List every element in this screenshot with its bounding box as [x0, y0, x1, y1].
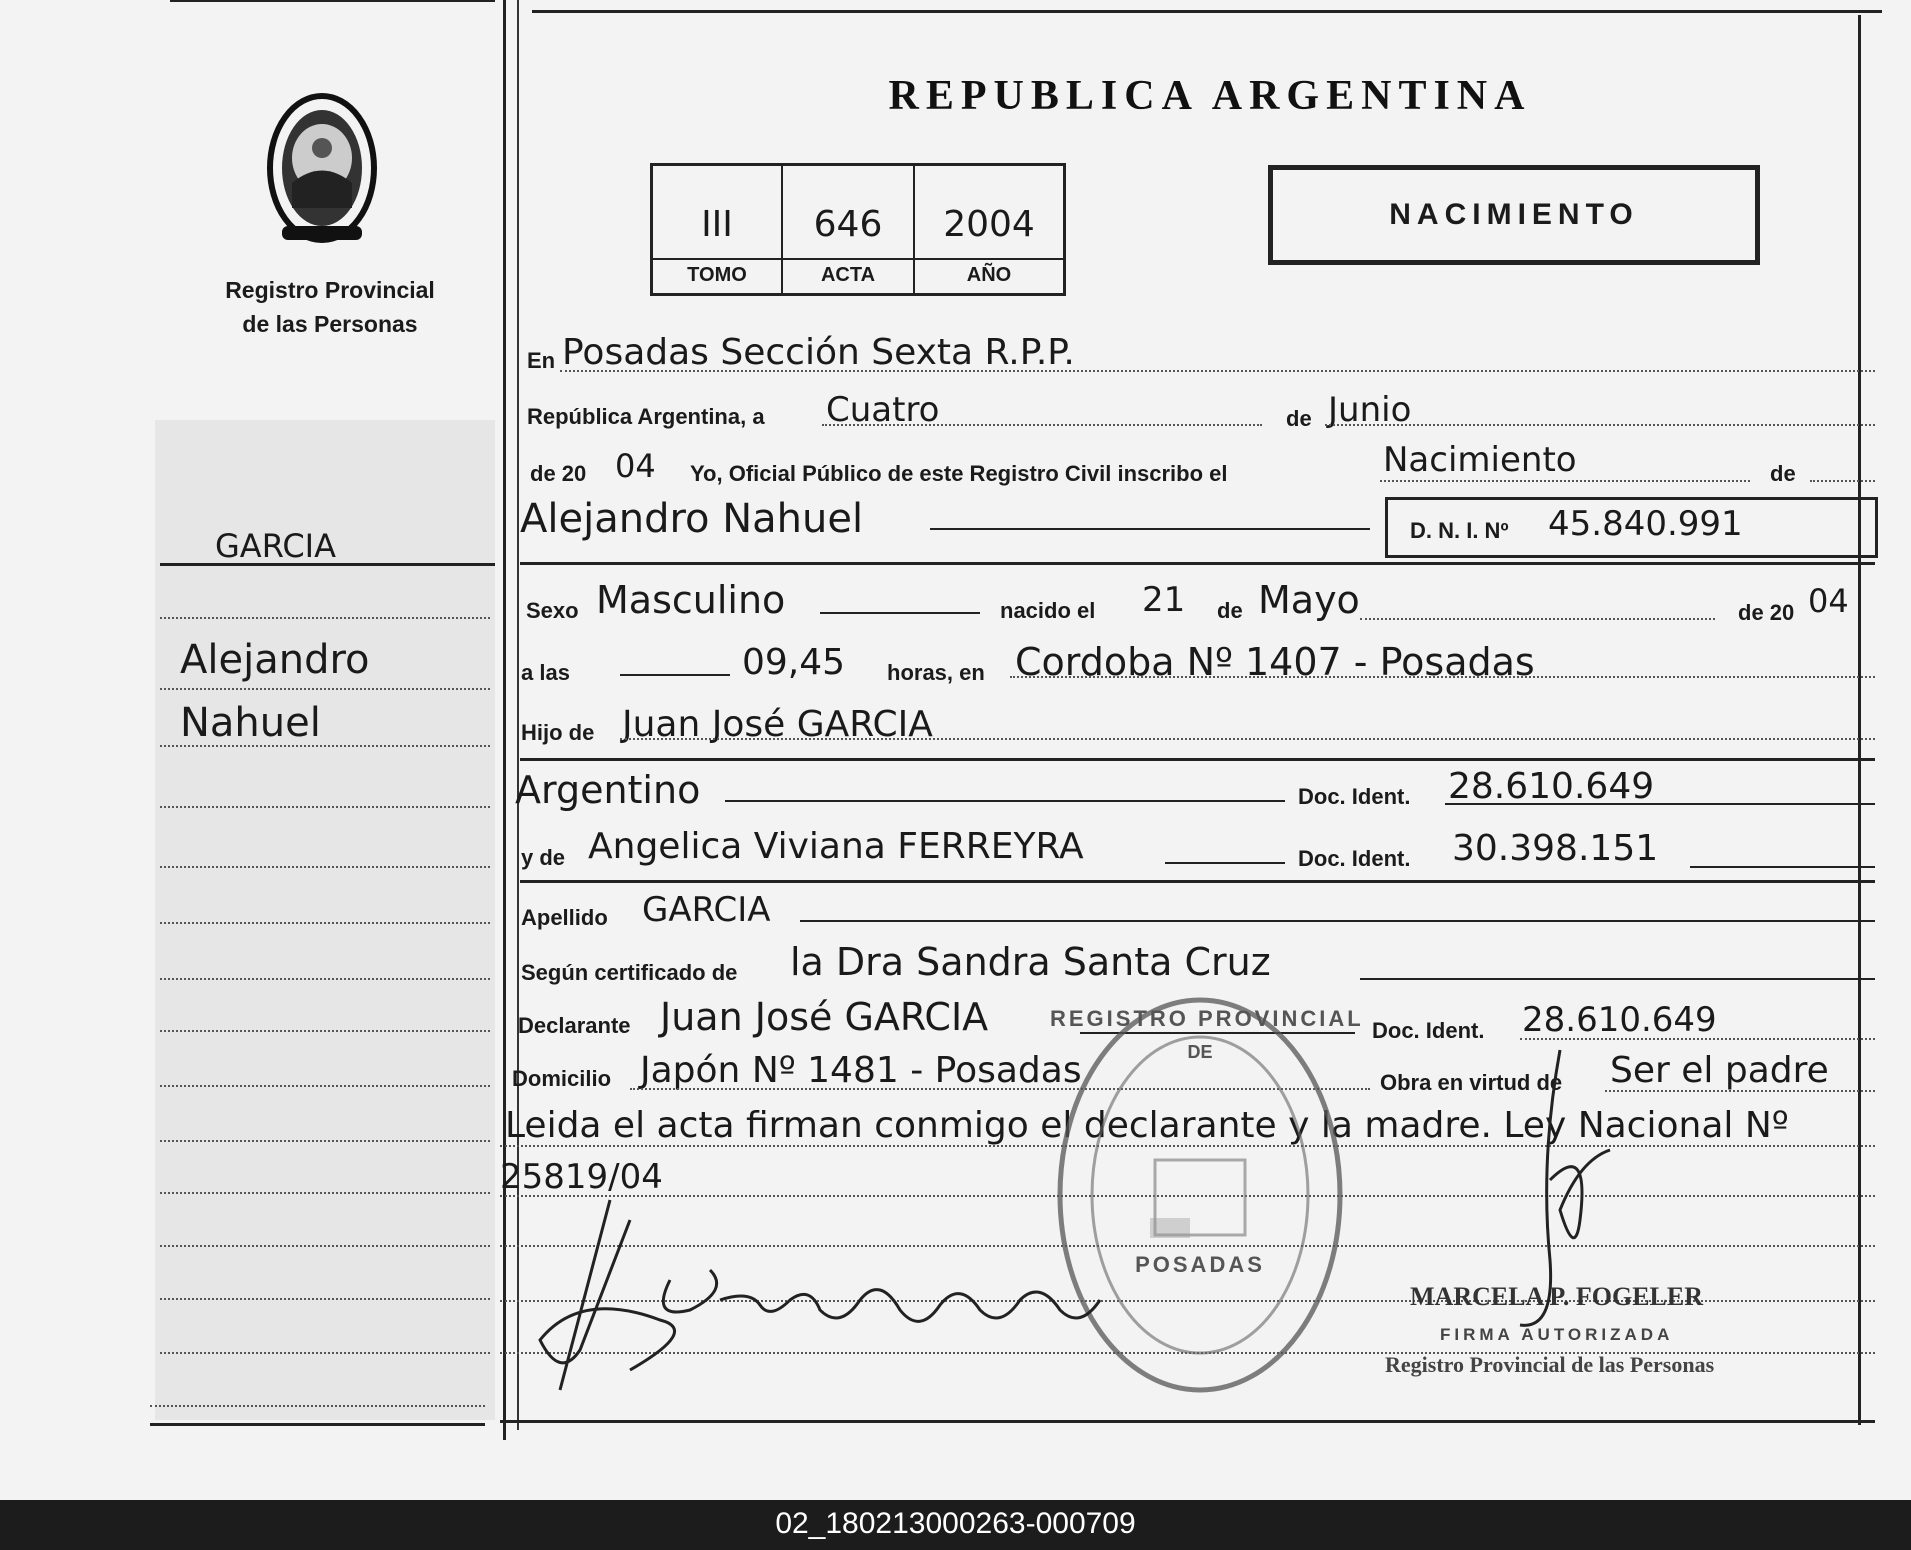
- declarante-value: Juan José GARCIA: [660, 995, 989, 1039]
- birth-day-value: 21: [1142, 580, 1186, 620]
- ano-cell: [915, 166, 1063, 293]
- en-label: En: [527, 348, 556, 373]
- margin-line: [160, 806, 490, 808]
- month-line: [1325, 424, 1875, 426]
- right-border-line: [1858, 15, 1861, 1425]
- registry-name-line1: Registro Provincial: [225, 277, 435, 303]
- alas-label: a las: [521, 660, 570, 685]
- mother-doc-line: [1690, 866, 1875, 868]
- hijo-label: Hijo de: [521, 720, 595, 745]
- day-line: [822, 424, 1262, 426]
- child-name-value: Alejandro Nahuel: [520, 496, 864, 542]
- footer-bar: [0, 1500, 1911, 1550]
- mother-line: [1165, 862, 1285, 864]
- child-name-line: [930, 528, 1370, 530]
- margin-line: [160, 563, 495, 566]
- sexo-line: [820, 612, 980, 614]
- inscribe-value: Nacimiento: [1383, 440, 1577, 480]
- year-prefix-label: de 20: [530, 461, 587, 486]
- seal-sub-text: DE: [1187, 1042, 1213, 1062]
- top-border-line: [532, 10, 1882, 13]
- de-label-3: de: [1217, 598, 1243, 623]
- apellido-value: GARCIA: [642, 890, 771, 930]
- month-value: Junio: [1328, 390, 1412, 430]
- full-line: [520, 880, 1875, 883]
- oficial-text: Yo, Oficial Público de este Registro Civil inscribo el: [690, 461, 1228, 486]
- nacido-label: nacido el: [1000, 598, 1096, 623]
- birth-year-prefix-label: de 20: [1738, 600, 1795, 625]
- record-id-box: [650, 163, 1066, 296]
- note-line-1-value: Leida el acta firman conmigo el declarante y la madre. Ley Nacional Nº: [505, 1105, 1789, 1146]
- mother-doc-label: Doc. Ident.: [1298, 846, 1411, 871]
- father-nationality-value: Argentino: [515, 768, 701, 812]
- declarante-label: Declarante: [518, 1013, 631, 1038]
- form-bottom-line: [500, 1420, 1875, 1423]
- apellido-label: Apellido: [521, 905, 608, 930]
- domicilio-value: Japón Nº 1481 - Posadas: [640, 1050, 1082, 1091]
- left-strip-shade: [155, 420, 495, 1420]
- domicilio-label: Domicilio: [512, 1066, 612, 1091]
- year-suffix-value: 04: [615, 447, 656, 485]
- margin-line: [160, 922, 490, 924]
- margin-line: [150, 1405, 485, 1407]
- place-value: Posadas Sección Sexta R.P.P.: [562, 332, 1075, 373]
- obra-value: Ser el padre: [1610, 1050, 1829, 1091]
- tomo-label: TOMO: [653, 258, 781, 287]
- sexo-label: Sexo: [526, 598, 579, 623]
- acta-label: ACTA: [783, 258, 913, 287]
- sexo-value: Masculino: [596, 578, 786, 622]
- margin-line: [160, 1140, 490, 1142]
- page-title: REPUBLICA ARGENTINA: [888, 73, 1532, 119]
- mother-signature: [520, 1180, 1160, 1410]
- father-line: [620, 738, 1875, 740]
- margin-line: [160, 1085, 490, 1087]
- margin-line: [160, 866, 490, 868]
- father-doc-value: 28.610.649: [1448, 766, 1655, 807]
- dni-value: 45.840.991: [1548, 504, 1743, 544]
- horas-label: horas, en: [887, 660, 985, 685]
- registry-name-line2: de las Personas: [242, 311, 418, 337]
- obra-line: [1605, 1090, 1875, 1092]
- birth-month-value: Mayo: [1258, 578, 1360, 622]
- divider-line: [503, 0, 506, 1440]
- margin-surname: GARCIA: [215, 527, 336, 565]
- margin-line: [160, 688, 490, 690]
- inscribe-line: [1380, 480, 1750, 482]
- birth-place-line: [1010, 676, 1875, 678]
- dni-box: [1385, 497, 1878, 558]
- tomo-cell: [653, 166, 783, 293]
- tomo-value: III: [701, 204, 733, 245]
- ano-value: 2004: [943, 204, 1035, 245]
- seal-top-text: REGISTRO PROVINCIAL: [1050, 1006, 1364, 1031]
- note-line-2-value: 25819/04: [500, 1157, 663, 1197]
- ymother-label: y de: [521, 845, 566, 870]
- provincial-coat-of-arms-logo: [262, 88, 382, 248]
- inscribe-line-end: [1810, 480, 1875, 482]
- certificate-type-box: [1268, 165, 1760, 265]
- hour-value: 09,45: [742, 642, 846, 683]
- top-left-line: [170, 0, 495, 2]
- mother-doc-value: 30.398.151: [1452, 828, 1659, 869]
- full-line: [520, 562, 1875, 565]
- dni-label: D. N. I. Nº: [1410, 518, 1509, 543]
- certificado-value: la Dra Sandra Santa Cruz: [790, 940, 1271, 984]
- hour-pre-line: [620, 674, 730, 676]
- birth-year-suffix-value: 04: [1808, 582, 1849, 620]
- margin-line: [160, 1245, 490, 1247]
- birth-month-line: [1360, 618, 1715, 620]
- declarante-doc-value: 28.610.649: [1522, 1000, 1717, 1040]
- margin-line: [160, 1298, 490, 1300]
- day-words-value: Cuatro: [826, 390, 940, 430]
- margin-given-name-2: Nahuel: [180, 700, 321, 746]
- de-label-2: de: [1770, 461, 1796, 486]
- place-line: [560, 370, 1875, 372]
- declarante-doc-label: Doc. Ident.: [1372, 1018, 1485, 1043]
- margin-bottom-line: [150, 1423, 485, 1426]
- apellido-line: [800, 920, 1875, 922]
- seal-city-text: POSADAS: [1135, 1252, 1265, 1277]
- signatory-org: Registro Provincial de las Personas: [1385, 1352, 1715, 1377]
- obra-label: Obra en virtud de: [1380, 1070, 1563, 1095]
- republica-label: República Argentina, a: [527, 404, 765, 429]
- document-code: 02_180213000263-000709: [775, 1507, 1136, 1540]
- margin-line: [160, 1352, 490, 1354]
- divider-line: [517, 0, 519, 1430]
- certificate-type-label: NACIMIENTO: [1389, 198, 1639, 231]
- mother-value: Angelica Viviana FERREYRA: [588, 826, 1084, 867]
- margin-line: [160, 978, 490, 980]
- acta-cell: [783, 166, 915, 293]
- margin-line: [160, 1192, 490, 1194]
- margin-line: [160, 617, 490, 619]
- acta-value: 646: [813, 204, 883, 245]
- segun-label: Según certificado de: [521, 960, 738, 985]
- de-label: de: [1286, 406, 1312, 431]
- margin-line: [160, 745, 490, 747]
- father-doc-line: [1445, 803, 1875, 805]
- father-value: Juan José GARCIA: [622, 704, 933, 745]
- birth-place-value: Cordoba Nº 1407 - Posadas: [1015, 640, 1535, 684]
- margin-given-name-1: Alejandro: [180, 637, 370, 683]
- signatory-role: FIRMA AUTORIZADA: [1440, 1325, 1674, 1344]
- father-doc-label: Doc. Ident.: [1298, 784, 1411, 809]
- margin-line: [160, 1030, 490, 1032]
- certificado-line: [1360, 978, 1875, 980]
- father-nationality-line: [725, 800, 1285, 802]
- signatory-name: MARCELA P. FOGELER: [1410, 1282, 1704, 1311]
- full-line: [520, 758, 1875, 761]
- ano-label: AÑO: [915, 258, 1063, 287]
